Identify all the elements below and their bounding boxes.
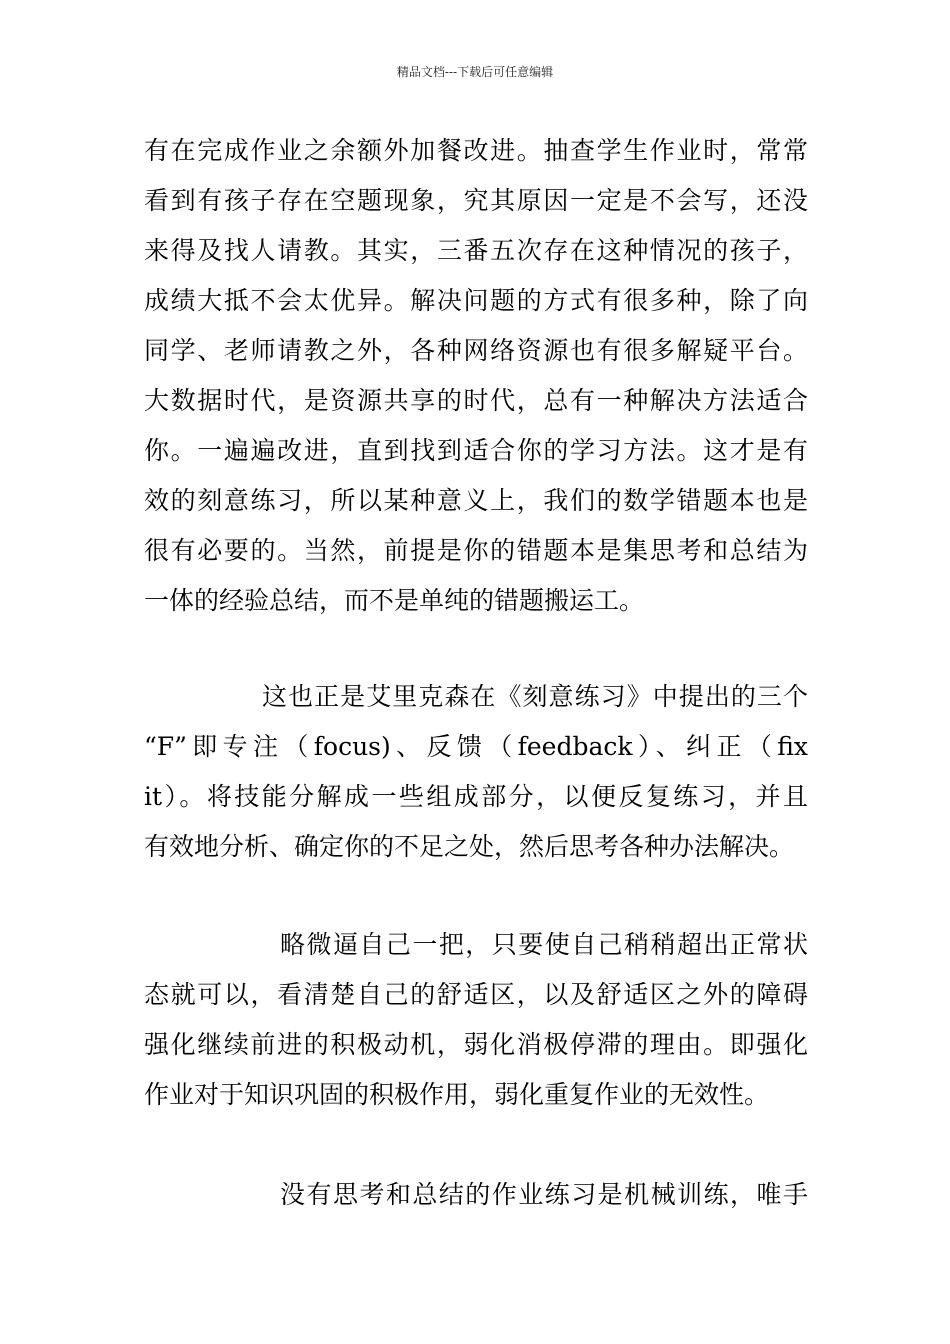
text-line: 作业对于知识巩固的积极作用，弱化重复作业的无效性。 [144, 1080, 770, 1109]
text-line: it）。将技能分解成一些组成部分，以便反复练习，并且 [144, 782, 808, 811]
text-line: 成绩大抵不会太优异。解决问题的方式有很多种，除了向 [144, 286, 808, 315]
text-line: 一体的经验总结，而不是单纯的错题搬运工。 [144, 586, 645, 615]
text-line: 大数据时代，是资源共享的时代，总有一种解决方法适合 [144, 386, 808, 415]
paragraph-2 [144, 672, 808, 872]
text-line: 有在完成作业之余额外加餐改进。抽查学生作业时，常常 [144, 136, 808, 165]
text-line: 这也正是艾里克森在《刻意练习》中提出的三个 [262, 682, 808, 711]
page-header: 精品文档---下载后可任意编辑 [396, 65, 554, 79]
text-line: 略微逼自己一把，只要使自己稍稍超出正常状 [280, 930, 808, 959]
text-line: 看到有孩子存在空题现象，究其原因一定是不会写，还没 [144, 186, 808, 215]
text-line: “F”即专注（focus)、反馈（feedback）、纠正（fix [144, 732, 808, 761]
paragraph-3 [144, 920, 808, 1120]
text-line: 效的刻意练习，所以某种意义上，我们的数学错题本也是 [144, 486, 808, 515]
text-line: 很有必要的。当然，前提是你的错题本是集思考和总结为 [144, 536, 808, 565]
text-line: 态就可以，看清楚自己的舒适区，以及舒适区之外的障碍 [144, 980, 808, 1009]
text-line: 没有思考和总结的作业练习是机械训练，唯手 [280, 1180, 808, 1209]
text-line: 同学、老师请教之外，各种网络资源也有很多解疑平台。 [144, 336, 808, 365]
text-line: 强化继续前进的积极动机，弱化消极停滞的理由。即强化 [144, 1030, 808, 1059]
paragraph-1 [144, 126, 808, 626]
text-line: 来得及找人请教。其实，三番五次存在这种情况的孩子， [144, 236, 808, 265]
paragraph-4 [144, 1170, 808, 1220]
text-line: 你。一遍遍改进，直到找到适合你的学习方法。这才是有 [144, 436, 808, 465]
text-line: 有效地分析、确定你的不足之处，然后思考各种办法解决。 [144, 832, 795, 861]
